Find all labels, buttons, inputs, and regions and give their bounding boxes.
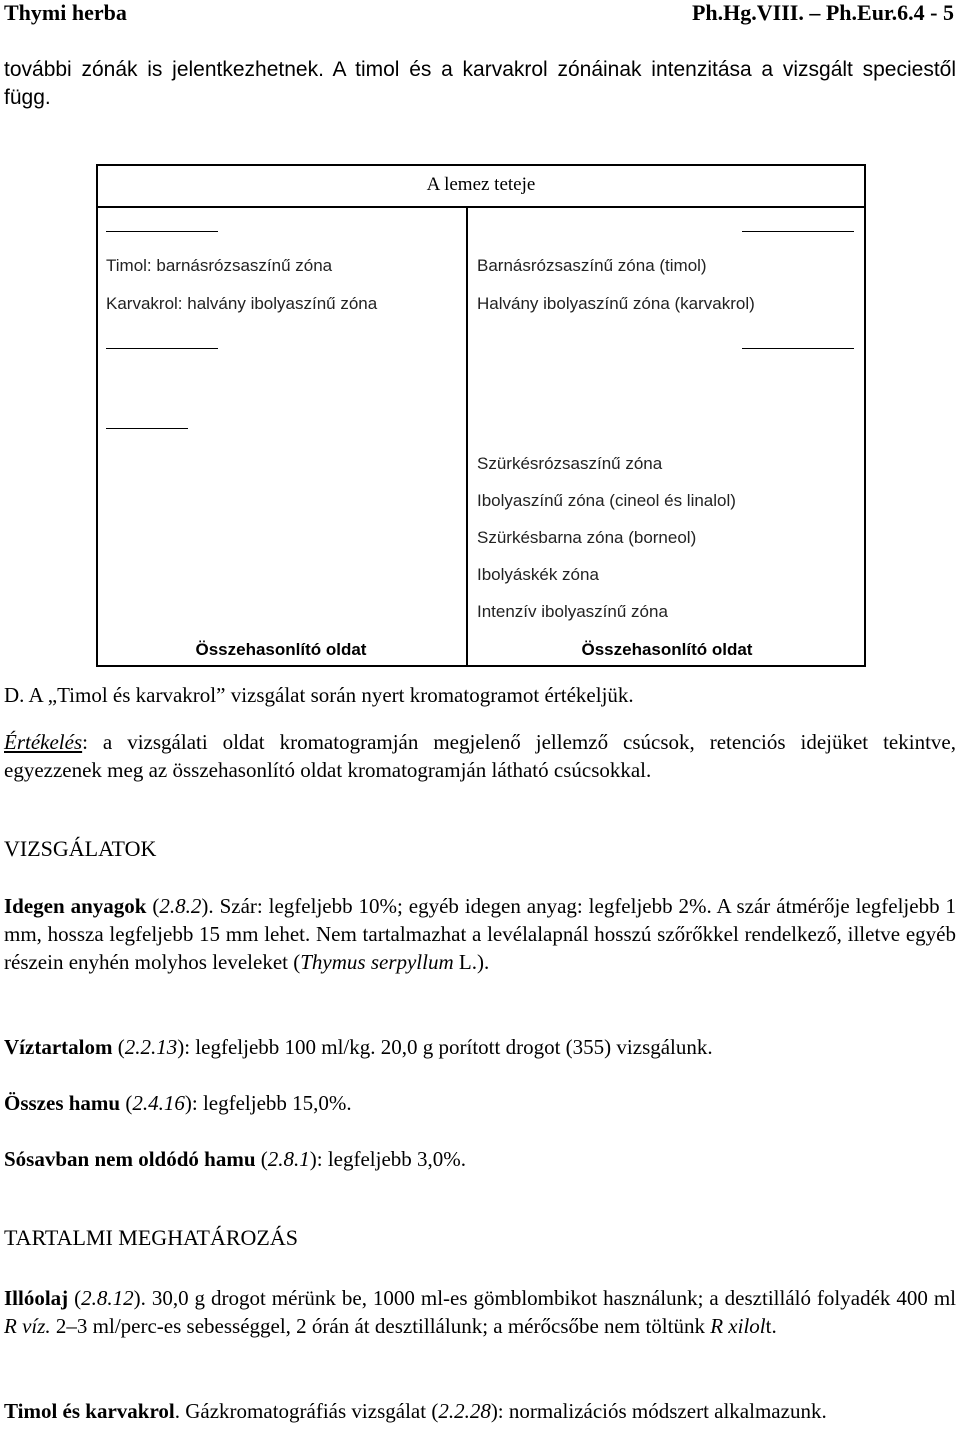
ref-open: (	[255, 1147, 268, 1171]
ash-label: Összes hamu	[4, 1091, 121, 1115]
water-ref: 2.2.13	[124, 1035, 178, 1059]
ref-close: )	[309, 1147, 317, 1171]
thymol-text-1: . Gázkromatográfiás vizsgálat (	[174, 1399, 439, 1423]
oil-label: Illóolaj	[4, 1286, 69, 1310]
water-text: : legfeljebb 100 ml/kg. 20,0 g porított drogot (355) vizsgálunk.	[184, 1035, 713, 1059]
right-zone-lower-3: Szürkésbarna zóna (borneol)	[477, 528, 697, 547]
thymol-carvacrol-paragraph	[4, 1397, 956, 1425]
zone-line	[106, 231, 218, 232]
acid-ash-label: Sósavban nem oldódó hamu	[4, 1147, 256, 1171]
left-reference-label: Összehasonlító oldat	[195, 640, 367, 659]
ref-close: )	[184, 1091, 192, 1115]
ash-text: : legfeljebb 15,0%.	[191, 1091, 352, 1115]
section-d: D. A „Timol és karvakrol” vizsgálat során nyert kromatogramot értékeljük.	[4, 683, 634, 707]
evaluation-text: : a vizsgálati oldat kromatogramján megjelenő jellemző csúcsok, retenciós idejüket tekintve, egyezzenek meg az összehasonlító oldat kromatogramján látható csúcsokkal.	[4, 730, 956, 782]
acid-ash-ref: 2.8.1	[267, 1147, 310, 1171]
right-zone-carvacrol: Halvány ibolyaszínű zóna (karvakrol)	[477, 294, 755, 313]
zone-line	[742, 231, 854, 232]
running-header-title: Thymi herba	[4, 0, 127, 25]
foreign-label: Idegen anyagok	[4, 894, 147, 918]
left-zone-thymol: Timol: barnásrózsaszínű zóna	[106, 256, 333, 275]
water-paragraph	[4, 1033, 956, 1061]
zone-line	[742, 348, 854, 349]
evaluation-paragraph	[4, 728, 956, 784]
intro-paragraph: további zónák is jelentkezhetnek. A timol és a karvakrol zónáinak intenzitása a vizsgált speciestől függ.	[4, 58, 956, 109]
ref-open: (	[120, 1091, 133, 1115]
acid-ash-paragraph	[4, 1145, 956, 1173]
ref-open: (	[112, 1035, 125, 1059]
right-zone-lower-5: Intenzív ibolyaszínű zóna	[477, 602, 668, 621]
thymol-label: Timol és karvakrol	[4, 1399, 175, 1423]
foreign-species: Thymus serpyllum	[300, 950, 454, 974]
right-zone-lower-4: Ibolyáskék zóna	[477, 565, 599, 584]
oil-text-3: t.	[765, 1314, 777, 1338]
tests-heading: VIZSGÁLATOK	[4, 836, 157, 861]
foreign-tail: L.).	[453, 950, 490, 974]
right-reference-label: Összehasonlító oldat	[581, 640, 753, 659]
ref-open: (	[146, 894, 160, 918]
foreign-ref: 2.8.2	[159, 894, 202, 918]
ash-paragraph	[4, 1089, 956, 1117]
ash-ref: 2.4.16	[132, 1091, 185, 1115]
right-zone-lower-2: Ibolyaszínű zóna (cineol és linalol)	[477, 491, 736, 510]
foreign-matter-paragraph	[4, 892, 956, 976]
oil-reagent-water: R víz.	[4, 1314, 51, 1338]
thymol-ref: 2.2.28	[438, 1399, 491, 1423]
right-zone-thymol: Barnásrózsaszínű zóna (timol)	[477, 256, 707, 275]
running-header-pagenum: Ph.Hg.VIII. – Ph.Eur.6.4 - 5	[691, 0, 954, 25]
foreign-text: Szár: legfeljebb 10%; egyéb idegen anyag: legfeljebb 2%. A szár átmérője legfeljebb 1 mm, hossza legfeljebb 15 mm lehet. Nem tartalmazhat a levélalapnál hosszú szőrőkkel rendelkező, illetve egyéb részein enyhén molyhos leveleket (	[4, 894, 956, 974]
ref-close: ).	[133, 1286, 146, 1310]
tlc-plate-top-label: A lemez teteje	[426, 174, 536, 195]
oil-text-1: 30,0 g drogot mérünk be, 1000 ml-es gömblombikot használunk; a desztilláló folyadék 400 ml	[145, 1286, 956, 1310]
ref-open: (	[68, 1286, 82, 1310]
evaluation-label: Értékelés	[4, 730, 83, 754]
zone-line	[106, 428, 188, 429]
oil-reagent-xylene: R xilol	[710, 1314, 766, 1338]
essential-oil-paragraph	[4, 1284, 956, 1340]
ref-close: )	[177, 1035, 185, 1059]
oil-ref: 2.8.12	[81, 1286, 134, 1310]
right-zone-lower-1: Szürkésrózsaszínű zóna	[477, 454, 663, 473]
acid-ash-text: : legfeljebb 3,0%.	[316, 1147, 467, 1171]
tlc-table	[96, 164, 866, 667]
thymol-text-2: ): normalizációs módszert alkalmazunk.	[490, 1399, 827, 1423]
tlc-table-divider	[466, 207, 468, 667]
zone-line	[106, 348, 218, 349]
oil-text-2: 2–3 ml/perc-es sebességgel, 2 órán át desztillálunk; a mérőcsőbe nem töltünk	[50, 1314, 711, 1338]
ref-close: ).	[201, 894, 214, 918]
water-label: Víztartalom	[4, 1035, 113, 1059]
left-zone-carvacrol: Karvakrol: halvány ibolyaszínű zóna	[106, 294, 378, 313]
assay-heading: TARTALMI MEGHATÁROZÁS	[4, 1225, 298, 1250]
